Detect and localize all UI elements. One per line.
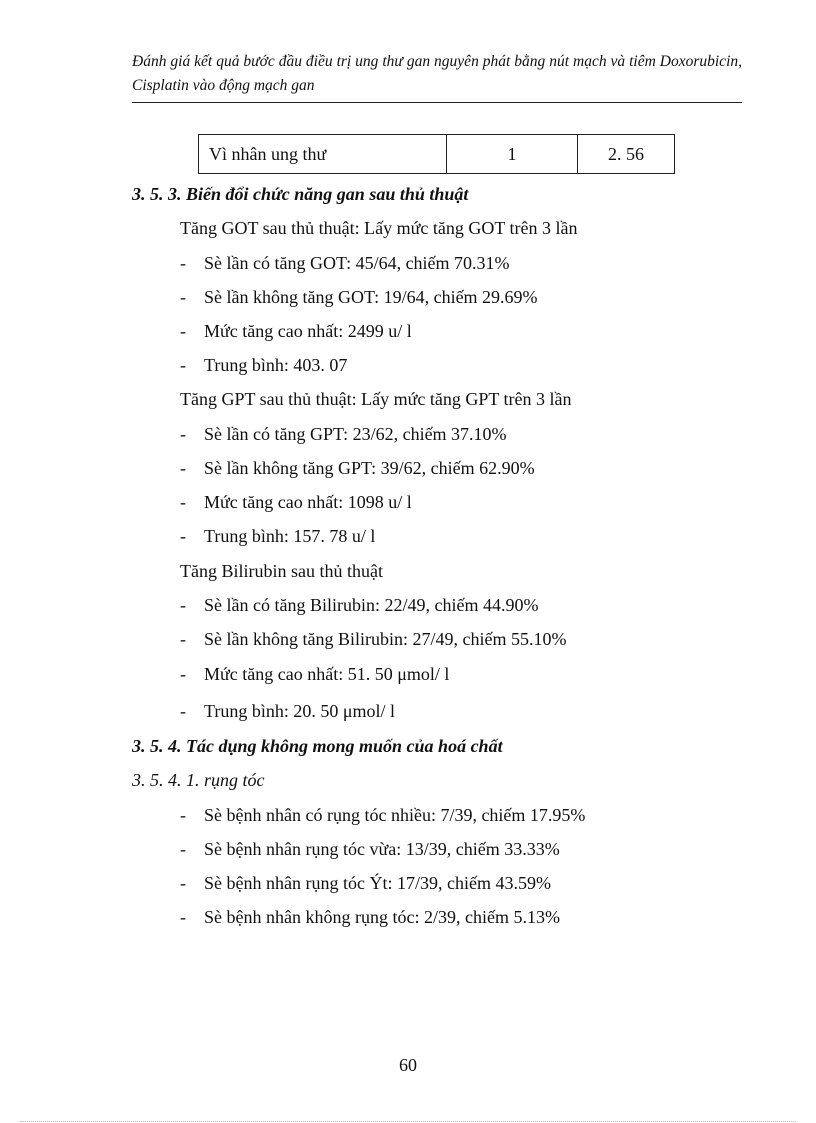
list-item-text: Sè lần có tăng Bilirubin: 22/49, chiếm 44.90% [204, 595, 539, 615]
bullet-dash: - [180, 907, 186, 927]
footer-rule [20, 1121, 796, 1122]
page-number: 60 [399, 1055, 417, 1075]
list-item-text: Mức tăng cao nhất: 51. 50 μmol/ l [204, 664, 450, 684]
header-rule [132, 102, 742, 103]
table-cell-count: 1 [447, 135, 578, 174]
list-item-text: Trung bình: 20. 50 μmol/ l [204, 701, 396, 721]
list-item-text: Sè bệnh nhân không rụng tóc: 2/39, chiếm 5.13% [204, 907, 560, 927]
bullet-dash: - [180, 839, 186, 859]
table-cell-percent: 2. 56 [578, 135, 675, 174]
list-item-text: Sè lần có tăng GOT: 45/64, chiếm 70.31% [204, 253, 510, 273]
bilirubin-intro: Tăng Bilirubin sau thủ thuật [180, 561, 383, 581]
bullet-dash: - [180, 664, 186, 684]
bullet-dash: - [180, 287, 186, 307]
list-item-text: Trung bình: 157. 78 u/ l [204, 526, 376, 546]
bullet-dash: - [180, 873, 186, 893]
bullet-dash: - [180, 424, 186, 444]
bullet-dash: - [180, 458, 186, 478]
list-item-text: Trung bình: 403. 07 [204, 355, 348, 375]
list-item-text: Sè lần không tăng Bilirubin: 27/49, chiếm 55.10% [204, 629, 567, 649]
bullet-dash: - [180, 805, 186, 825]
data-table [198, 134, 675, 174]
bullet-dash: - [180, 492, 186, 512]
list-item-text: Sè lần không tăng GPT: 39/62, chiếm 62.90% [204, 458, 535, 478]
subsection-heading-3541: 3. 5. 4. 1. rụng tóc [132, 770, 265, 790]
bullet-dash: - [180, 355, 186, 375]
section-heading-354: 3. 5. 4. Tác dụng không mong muốn của hoá chất [132, 736, 503, 756]
list-item-text: Sè lần không tăng GOT: 19/64, chiếm 29.69% [204, 287, 538, 307]
list-item-text: Mức tăng cao nhất: 2499 u/ l [204, 321, 412, 341]
list-item-text: Mức tăng cao nhất: 1098 u/ l [204, 492, 412, 512]
table-cell-cause: Vì nhân ung thư [199, 135, 447, 174]
bullet-dash: - [180, 321, 186, 341]
got-intro: Tăng GOT sau thủ thuật: Lấy mức tăng GOT trên 3 lần [180, 218, 578, 238]
list-item-text: Sè bệnh nhân rụng tóc vừa: 13/39, chiếm 33.33% [204, 839, 560, 859]
section-heading-353: 3. 5. 3. Biến đổi chức năng gan sau thủ thuật [132, 184, 469, 204]
list-item-text: Sè bệnh nhân rụng tóc Ýt: 17/39, chiếm 43.59% [204, 873, 551, 893]
gpt-intro: Tăng GPT sau thủ thuật: Lấy mức tăng GPT trên 3 lần [180, 389, 572, 409]
bullet-dash: - [180, 629, 186, 649]
list-item-text: Sè bệnh nhân có rụng tóc nhiều: 7/39, chiếm 17.95% [204, 805, 586, 825]
bullet-dash: - [180, 701, 186, 721]
list-item-text: Sè lần có tăng GPT: 23/62, chiếm 37.10% [204, 424, 507, 444]
bullet-dash: - [180, 253, 186, 273]
running-header: Đánh giá kết quả bước đầu điều trị ung thư gan nguyên phát bằng nút mạch và tiêm Doxorubicin, Cisplatin vào động mạch gan [132, 53, 742, 94]
bullet-dash: - [180, 595, 186, 615]
table-row [199, 135, 675, 174]
bullet-dash: - [180, 526, 186, 546]
